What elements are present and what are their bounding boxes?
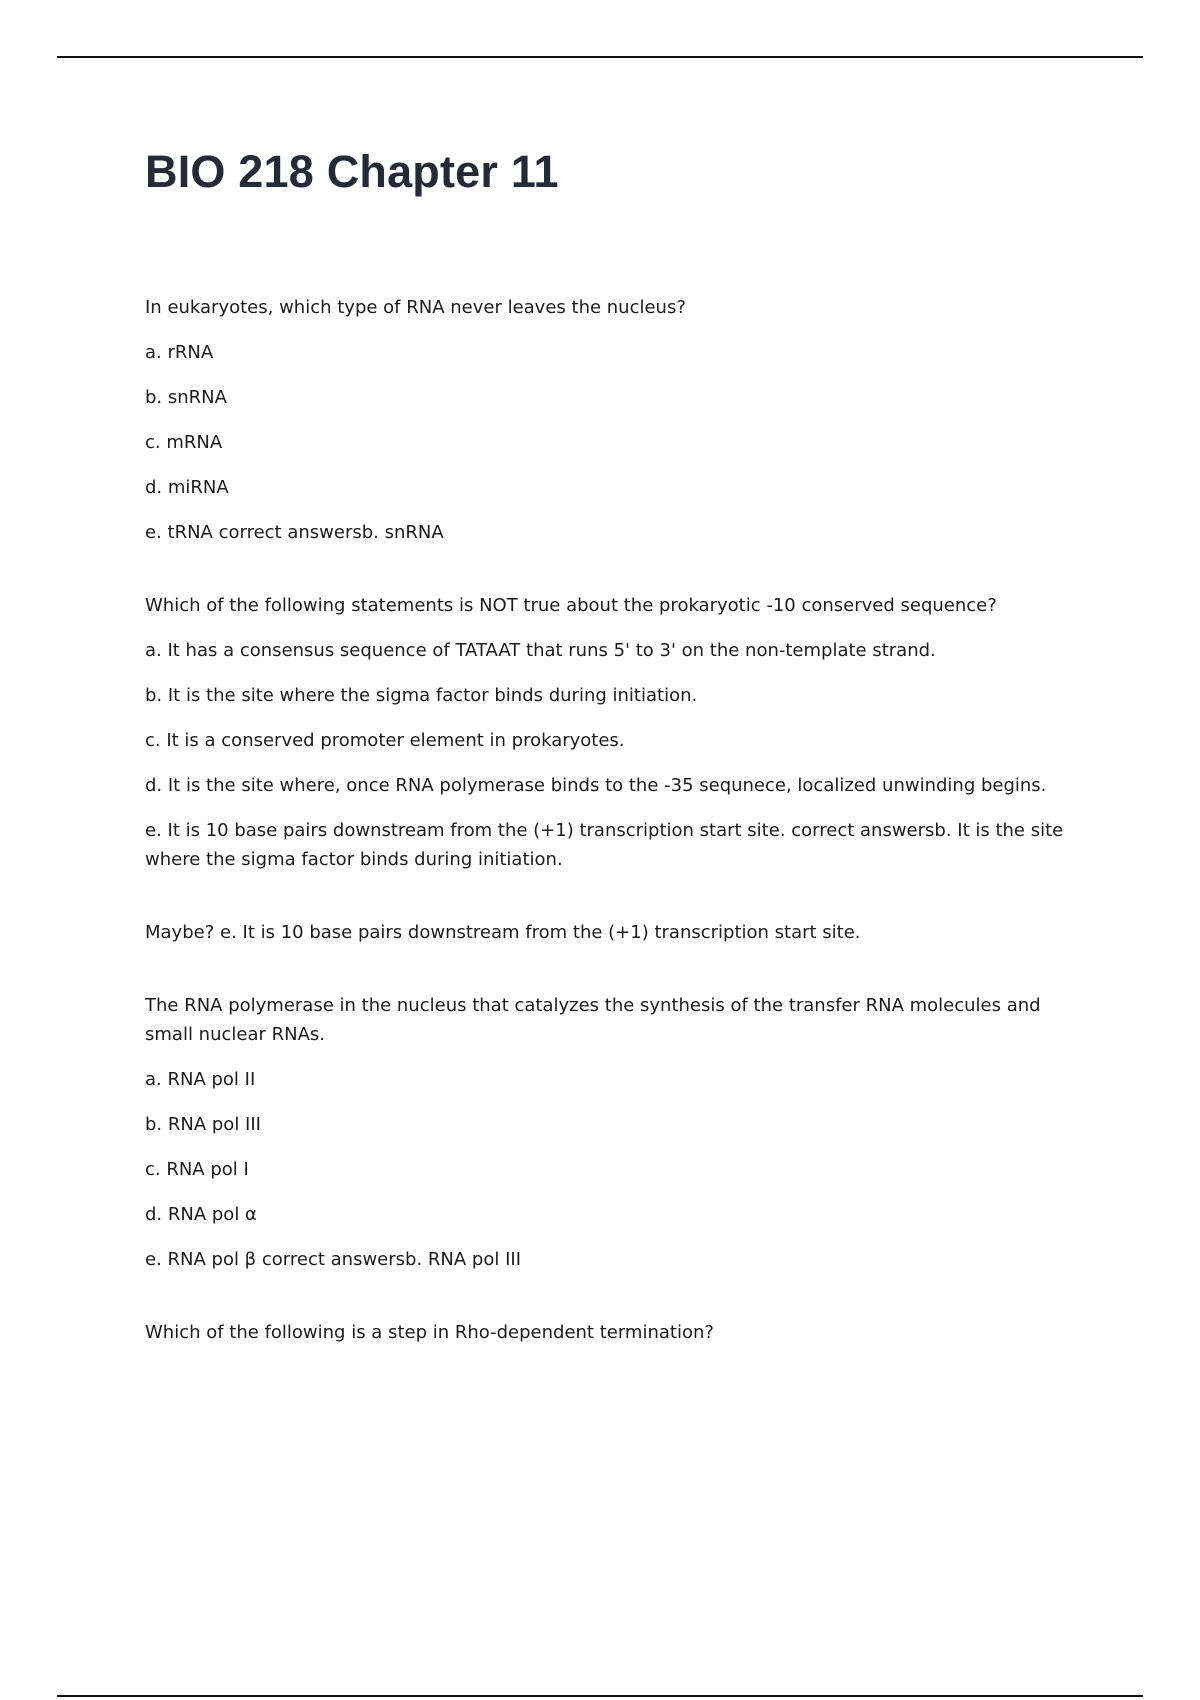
question-text: Which of the following is a step in Rho-dependent termination?	[145, 1322, 714, 1343]
question-block-3	[145, 991, 1085, 1274]
question-text: In eukaryotes, which type of RNA never leaves the nucleus?	[145, 297, 686, 318]
question-text: The RNA polymerase in the nucleus that catalyzes the synthesis of the transfer RNA molecules and small nuclear RNAs.	[145, 995, 1041, 1045]
answer-option: c. RNA pol I	[145, 1159, 249, 1180]
page-title: BIO 218 Chapter 11	[145, 146, 559, 197]
answer-option: c. mRNA	[145, 432, 223, 453]
top-divider	[57, 56, 1143, 58]
question-block-1	[145, 293, 1085, 547]
answer-option-with-key: e. RNA pol β correct answersb. RNA pol III	[145, 1249, 521, 1270]
question-text: Which of the following statements is NOT true about the prokaryotic -10 conserved sequence?	[145, 595, 997, 616]
answer-option: b. It is the site where the sigma factor binds during initiation.	[145, 685, 698, 706]
answer-option: b. RNA pol III	[145, 1114, 261, 1135]
question-block-4	[145, 1318, 1085, 1347]
question-block-2	[145, 591, 1085, 874]
document-body	[145, 293, 1085, 1391]
answer-option: a. It has a consensus sequence of TATAAT that runs 5' to 3' on the non-template strand.	[145, 640, 936, 661]
note-text: Maybe? e. It is 10 base pairs downstream from the (+1) transcription start site.	[145, 922, 861, 943]
answer-option: d. miRNA	[145, 477, 229, 498]
answer-option: c. It is a conserved promoter element in prokaryotes.	[145, 730, 625, 751]
answer-option: d. RNA pol α	[145, 1204, 257, 1225]
answer-option: a. rRNA	[145, 342, 214, 363]
answer-option-with-key: e. tRNA correct answersb. snRNA	[145, 522, 444, 543]
answer-option: d. It is the site where, once RNA polymerase binds to the -35 sequnece, localized unwinding begins.	[145, 775, 1047, 796]
bottom-divider	[57, 1695, 1143, 1697]
note-block	[145, 918, 1085, 947]
answer-option-with-key: e. It is 10 base pairs downstream from the (+1) transcription start site. correct answersb. It is the site where the sigma factor binds during initiation.	[145, 820, 1064, 870]
answer-option: b. snRNA	[145, 387, 227, 408]
answer-option: a. RNA pol II	[145, 1069, 256, 1090]
